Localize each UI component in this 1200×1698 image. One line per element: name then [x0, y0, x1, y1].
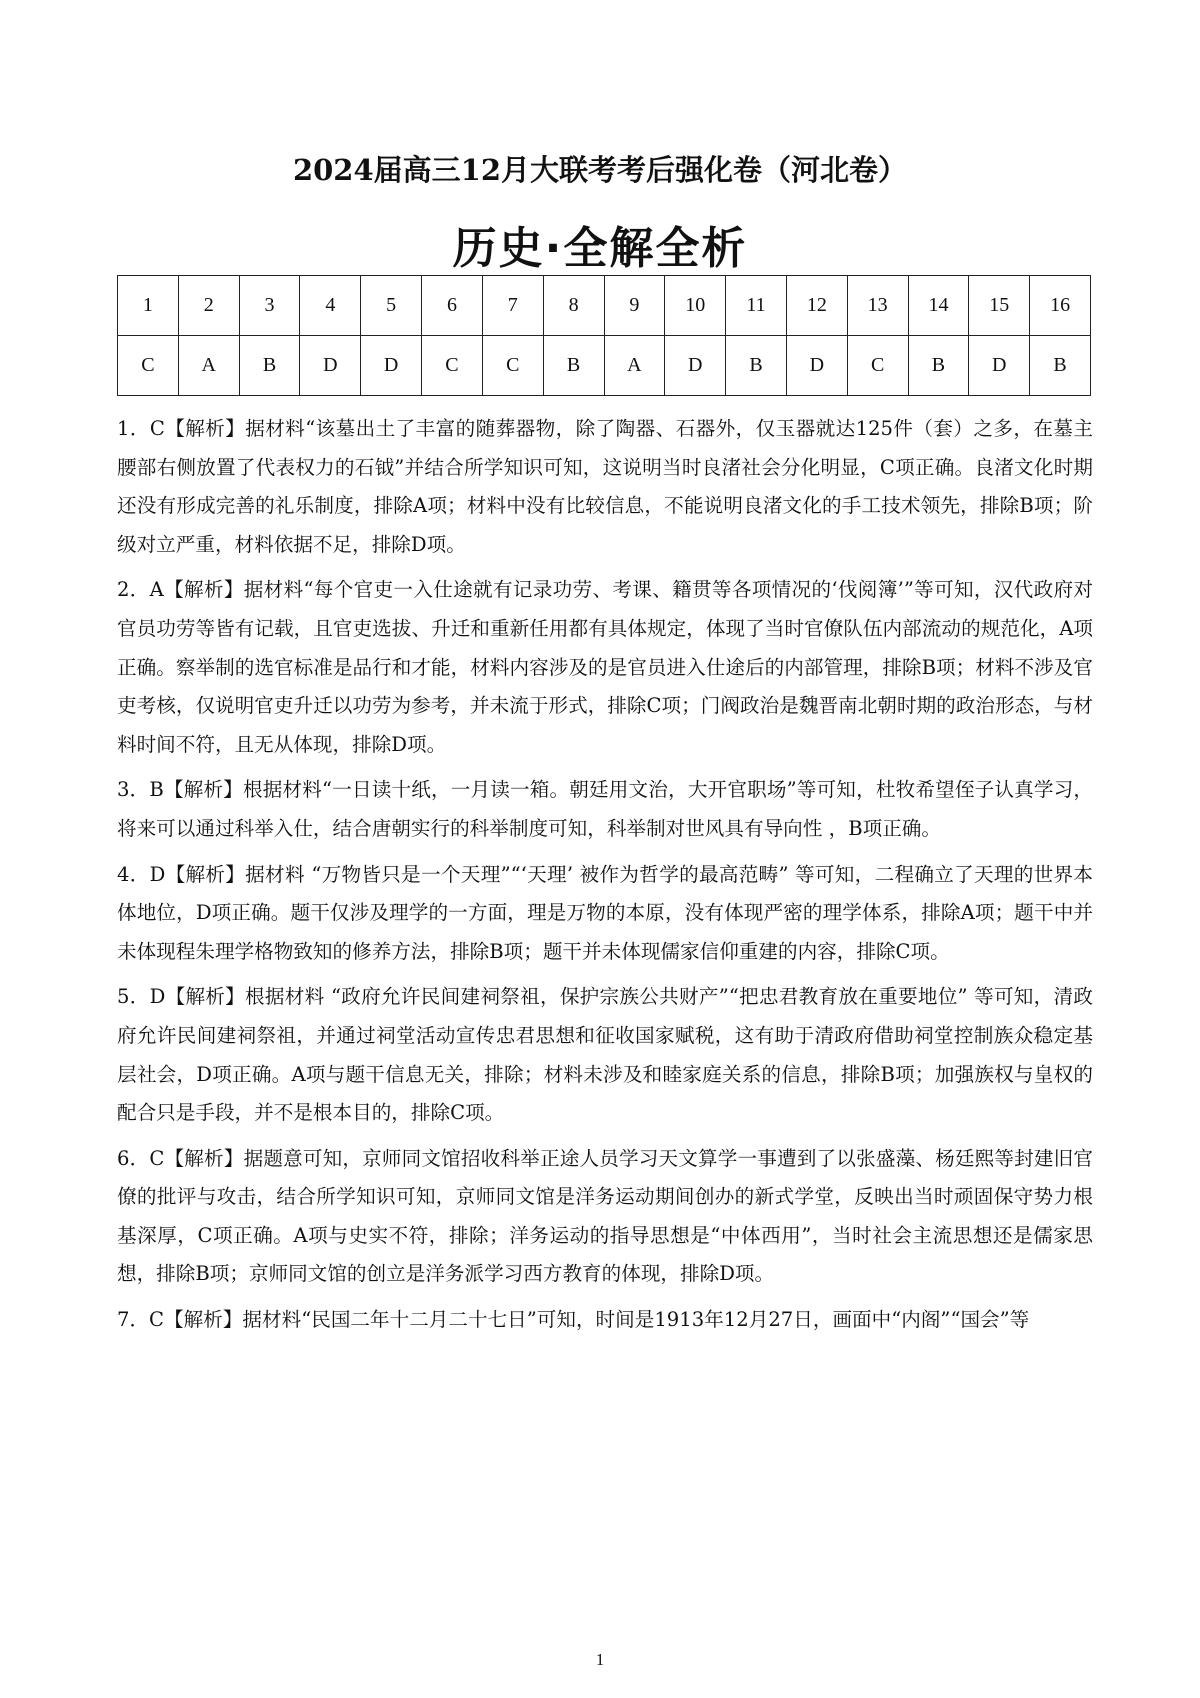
- question-number-cell: 13: [847, 276, 908, 336]
- answer-cell: D: [361, 336, 422, 396]
- question-number-cell: 9: [604, 276, 665, 336]
- explanation-item-3: 3．B【解析】根据材料“一日读十纸，一月读一箱。朝廷用文治，大开官职场”等可知，杜牧希望侄子认真学习，将来可以通过科举入仕，结合唐朝实行的科举制度可知，科举制对世风具有导向性 ，B项正确。: [117, 778, 1093, 840]
- answer-cell: B: [543, 336, 604, 396]
- question-number-cell: 5: [361, 276, 422, 336]
- question-number-cell: 7: [482, 276, 543, 336]
- answer-cell: D: [665, 336, 726, 396]
- answer-cell: D: [969, 336, 1030, 396]
- question-number-cell: 16: [1030, 276, 1091, 336]
- question-number-cell: 2: [178, 276, 239, 336]
- answer-cell: D: [300, 336, 361, 396]
- page-number: 1: [595, 1650, 605, 1669]
- document-subtitle: 历史·全解全析: [452, 223, 748, 274]
- question-number-cell: 10: [665, 276, 726, 336]
- explanation-item-2: 2．A【解析】据材料“每个官吏一入仕途就有记录功劳、考课、籍贯等各项情况的‘伐阅簿’”等可知，汉代政府对官员功劳等皆有记载，且官吏选拔、升迁和重新任用都有具体规定，体现了当时官僚队伍内部流动的规范化，A项正确。察举制的选官标准是品行和才能，材料内容涉及的是官员进入仕途后的内部管理，排除B项；材料不涉及官吏考核，仅说明官吏升迁以功劳为参考，并未流于形式，排除C项；门阀政治是魏晋南北朝时期的政治形态，与材料时间不符，且无从体现，排除D项。: [117, 578, 1093, 756]
- answer-cell: B: [239, 336, 300, 396]
- explanation-item-1: 1．C【解析】据材料“该墓出土了丰富的随葬器物，除了陶器、石器外，仅玉器就达125件（套）之多，在墓主腰部右侧放置了代表权力的石钺”并结合所学知识可知，这说明当时良渚社会分化明显，C项正确。良渚文化时期还没有形成完善的礼乐制度，排除A项；材料中没有比较信息，不能说明良渚文化的手工技术领先，排除B项；阶级对立严重，材料依据不足，排除D项。: [117, 417, 1093, 556]
- question-number-cell: 14: [908, 276, 969, 336]
- answer-cell: C: [118, 336, 179, 396]
- question-number-cell: 3: [239, 276, 300, 336]
- explanation-item-4: 4．D【解析】据材料 “万物皆只是一个天理”“‘天理’ 被作为哲学的最高范畴” 等可知，二程确立了天理的世界本体地位，D项正确。题干仅涉及理学的一方面，理是万物的本原，没有体现严密的理学体系，排除A项；题干中并未体现程朱理学格物致知的修养方法，排除B项；题干并未体现儒家信仰重建的内容，排除C项。: [117, 862, 1093, 963]
- question-number-cell: 15: [969, 276, 1030, 336]
- question-number-cell: 11: [726, 276, 787, 336]
- answer-cell: B: [1030, 336, 1091, 396]
- question-number-cell: 4: [300, 276, 361, 336]
- answer-table-answer-row: [118, 336, 1091, 396]
- answer-cell: A: [178, 336, 239, 396]
- question-number-cell: 8: [543, 276, 604, 336]
- question-number-cell: 12: [786, 276, 847, 336]
- answer-table-number-row: [118, 276, 1091, 336]
- answer-table: [117, 275, 1091, 396]
- answer-cell: D: [786, 336, 847, 396]
- answer-cell: A: [604, 336, 665, 396]
- explanation-item-6: 6．C【解析】据题意可知，京师同文馆招收科举正途人员学习天文算学一事遭到了以张盛藻、杨廷熙等封建旧官僚的批评与攻击，结合所学知识可知，京师同文馆是洋务运动期间创办的新式学堂，反映出当时顽固保守势力根基深厚，C项正确。A项与史实不符，排除；洋务运动的指导思想是“中体西用”，当时社会主流思想还是儒家思想，排除B项；京师同文馆的创立是洋务派学习西方教育的体现，排除D项。: [117, 1146, 1093, 1286]
- document-title: 2024届高三12月大联考考后强化卷（河北卷）: [292, 153, 908, 187]
- answer-cell: C: [847, 336, 908, 396]
- explanation-item-7: 7．C【解析】据材料“民国二年十二月二十七日”可知，时间是1913年12月27日，画面中“内阁”“国会”等: [117, 1308, 1030, 1332]
- explanation-item-5: 5．D【解析】根据材料 “政府允许民间建祠祭祖，保护宗族公共财产”“把忠君教育放在重要地位” 等可知，清政府允许民间建祠祭祖，并通过祠堂活动宣传忠君思想和征收国家赋税，这有助于清政府借助祠堂控制族众稳定基层社会，D项正确。A项与题干信息无关，排除；材料未涉及和睦家庭关系的信息，排除B项；加强族权与皇权的配合只是手段，并不是根本目的，排除C项。: [117, 985, 1093, 1125]
- answer-cell: C: [482, 336, 543, 396]
- answer-cell: C: [422, 336, 483, 396]
- question-number-cell: 6: [422, 276, 483, 336]
- answer-cell: B: [908, 336, 969, 396]
- answer-cell: B: [726, 336, 787, 396]
- explanation-list: [117, 410, 1093, 1347]
- question-number-cell: 1: [118, 276, 179, 336]
